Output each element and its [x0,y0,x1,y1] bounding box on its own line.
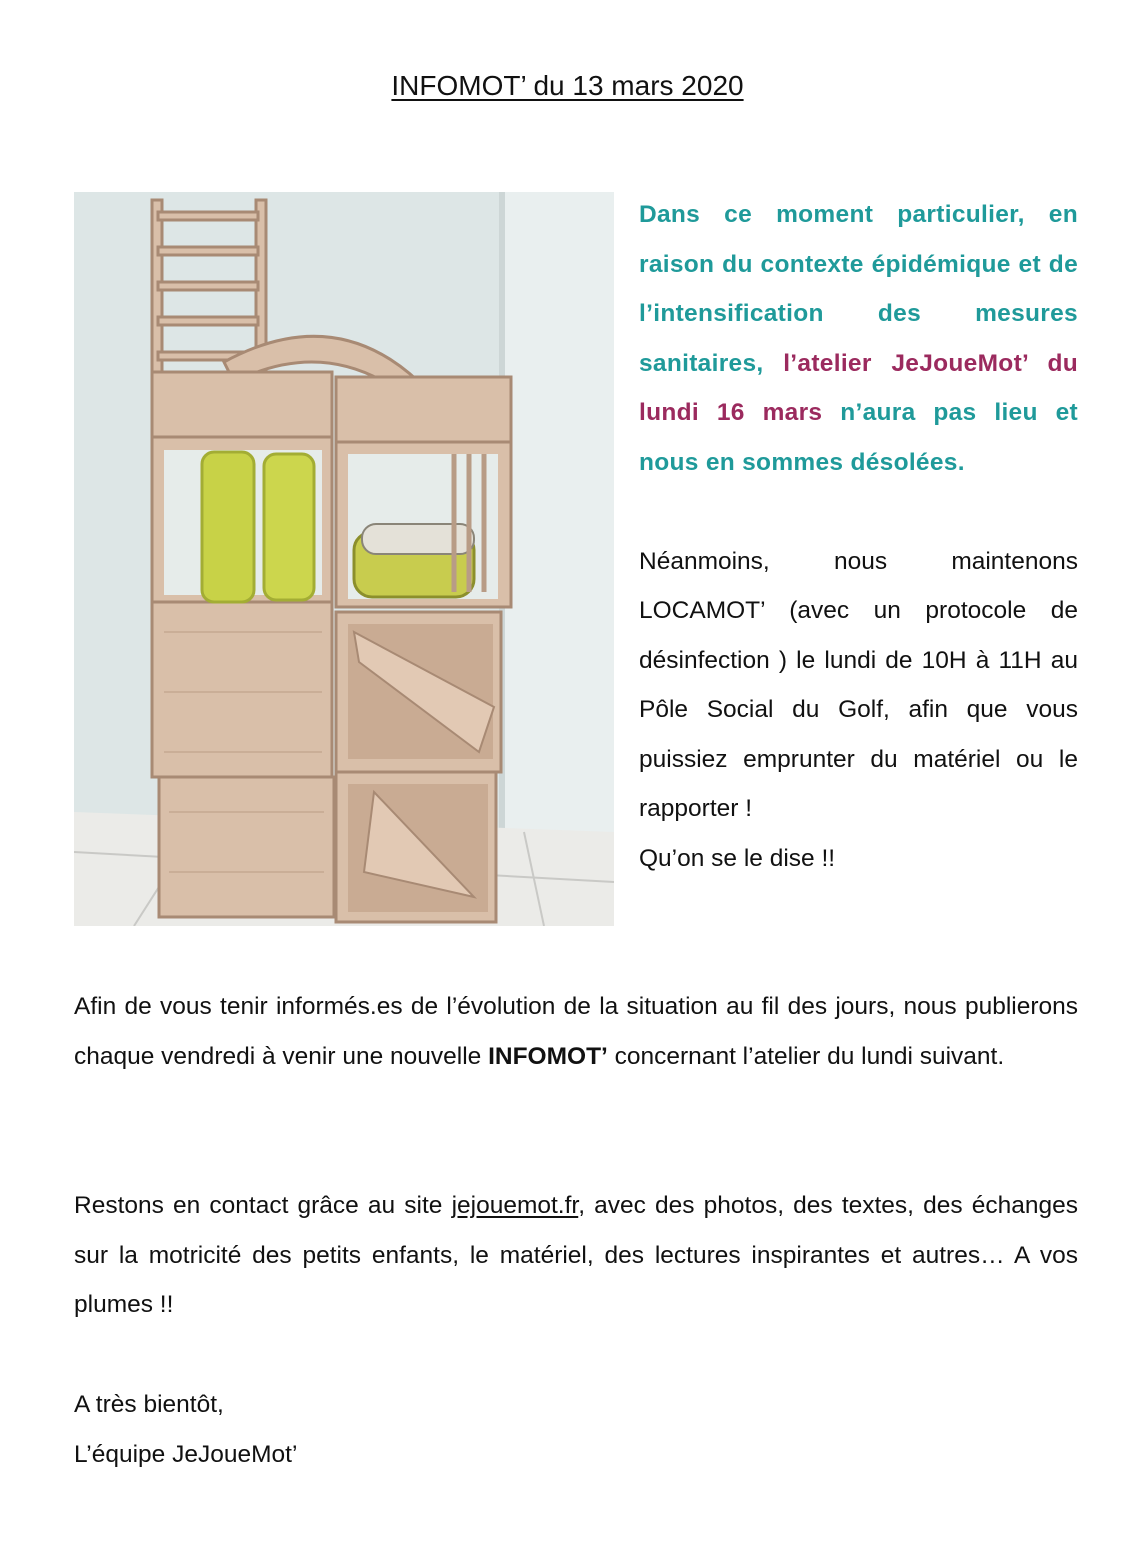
closing-greeting: A très bientôt, [74,1391,224,1418]
document-title: INFOMOT’ du 13 mars 2020 [391,70,744,101]
locamot-paragraph: Néanmoins, nous maintenons LOCAMOT’ (avec un protocole de désinfection ) le lundi de 10H à 11H au Pôle Social du Golf, afin que vous puissiez emprunter du matériel ou le rapporter ! [639,547,1078,822]
closing-signature: L’équipe JeJoueMot’ [74,1440,298,1468]
contact-text-after: , avec des photos, des textes, des échanges sur la motricité des petits enfants, le matériel, des lectures inspirantes et autres… A vos plumes !! [74,1192,1079,1318]
intro-announcement [639,190,1078,487]
intro-accent-text: l’atelier JeJoueMot’ du lundi 16 mars [639,349,1078,426]
info-bold-text: INFOMOT’ [488,1042,608,1070]
info-text-before: Afin de vous tenir informés.es de l’évolution de la situation au fil des jours, nous publierons chaque vendredi à venir une nouvelle [74,993,1078,1070]
website-link[interactable]: jejouemot.fr [451,1192,579,1219]
intro-text-part3: n’aura pas lieu et nous en sommes désolées. [639,399,1078,476]
contact-text-before: Restons en contact grâce au site [74,1192,452,1219]
contact-paragraph [74,1181,1078,1330]
spacer [639,487,1078,537]
intro-text-part1: Dans ce moment particulier, en raison du contexte épidémique et de l’intensification des mesures sanitaires, [639,201,1078,377]
locamot-exclaim: Qu’on se le dise !! [639,844,836,872]
closing-block [74,1380,1078,1479]
info-paragraph [74,982,1078,1081]
sidebar-text [639,190,1078,883]
furniture-photo [74,192,614,926]
info-text-after: concernant l’atelier du lundi suivant. [607,1042,1005,1070]
